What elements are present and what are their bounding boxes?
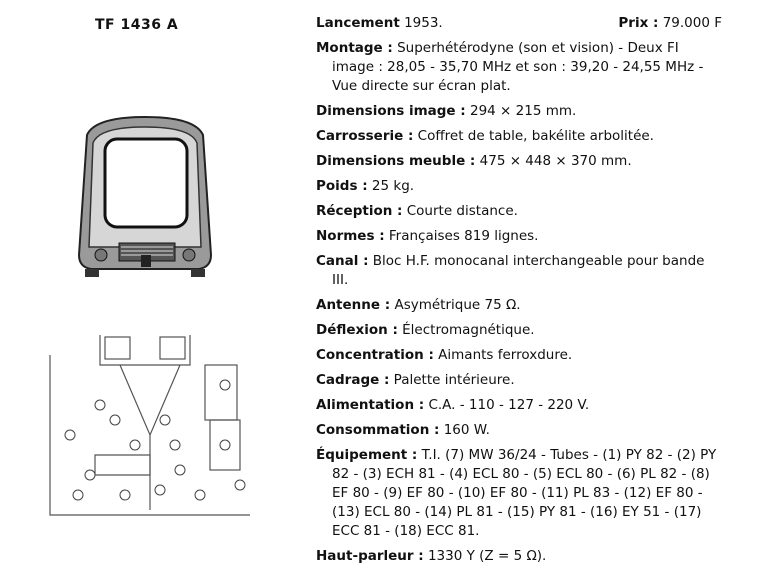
carrosserie-value: Coffret de table, bakélite arbolitée. [417,128,654,144]
canal-label: Canal : [316,253,369,269]
normes-value: Françaises 819 lignes. [388,228,539,244]
normes-label: Normes : [316,228,385,244]
spec-row-haut-parleur [316,547,722,566]
spec-row-reception [316,202,722,221]
cadrage-value: Palette intérieure. [393,372,515,388]
prix-label: Prix : [618,15,659,31]
canal-value: Bloc H.F. monocanal interchangeable pour bande III. [332,253,705,288]
television-illustration [75,115,215,280]
deflexion-label: Déflexion : [316,322,398,338]
dimensions-meuble-label: Dimensions meuble : [316,153,476,169]
spec-row-equipement [316,446,722,541]
spec-row-poids [316,177,722,196]
consommation-value: 160 W. [443,422,490,438]
consommation-label: Consommation : [316,422,440,438]
prix-value: 79.000 F [662,15,722,31]
spec-row-lancement-prix [316,14,722,33]
spec-row-cadrage [316,371,722,390]
spec-row-antenne [316,296,722,315]
antenne-value: Asymétrique 75 Ω. [394,297,521,313]
antenne-label: Antenne : [316,297,391,313]
spec-row-canal [316,252,722,290]
spec-row-alimentation [316,396,722,415]
model-title: TF 1436 A [95,17,179,33]
carrosserie-label: Carrosserie : [316,128,414,144]
equipement-value: T.I. (7) MW 36/24 - Tubes - (1) PY 82 - (2) PY 82 - (3) ECH 81 - (4) ECL 80 - (5) ECL 80 - (6) PL 82 - (8) EF 80 - (9) EF 80 - (10) EF 80 - (11) PL 83 - (12) EF 80 - (13) ECL 80 - (14) PL 81 - (15) PY 81 - (16) EY 51 - (17) ECC 81 - (18) ECC 81. [332,447,717,539]
deflexion-value: Électromagnétique. [402,322,535,338]
haut-parleur-value: 1330 Y (Z = 5 Ω). [427,548,547,564]
spec-row-carrosserie [316,127,722,146]
montage-value: Superhétérodyne (son et vision) - Deux FI image : 28,05 - 35,70 MHz et son : 39,20 - 24,55 MHz - Vue directe sur écran plat. [332,40,704,94]
equipement-label: Équipement : [316,447,418,463]
spec-row-consommation [316,421,722,440]
dimensions-image-label: Dimensions image : [316,103,466,119]
poids-value: 25 kg. [371,178,415,194]
concentration-label: Concentration : [316,347,434,363]
cadrage-label: Cadrage : [316,372,390,388]
reception-value: Courte distance. [406,203,518,219]
concentration-value: Aimants ferroxdure. [438,347,573,363]
reception-label: Réception : [316,203,403,219]
specifications-list [316,14,722,572]
dimensions-image-value: 294 × 215 mm. [469,103,577,119]
lancement-value: 1953. [404,15,443,31]
chassis-illustration [40,325,260,525]
montage-label: Montage : [316,40,393,56]
spec-row-concentration [316,346,722,365]
alimentation-value: C.A. - 110 - 127 - 220 V. [428,397,590,413]
spec-row-dimensions-meuble [316,152,722,171]
alimentation-label: Alimentation : [316,397,425,413]
haut-parleur-label: Haut-parleur : [316,548,424,564]
spec-row-deflexion [316,321,722,340]
poids-label: Poids : [316,178,368,194]
spec-row-normes [316,227,722,246]
dimensions-meuble-value: 475 × 448 × 370 mm. [479,153,632,169]
spec-row-montage [316,39,722,96]
spec-row-dimensions-image [316,102,722,121]
lancement-label: Lancement [316,15,400,31]
